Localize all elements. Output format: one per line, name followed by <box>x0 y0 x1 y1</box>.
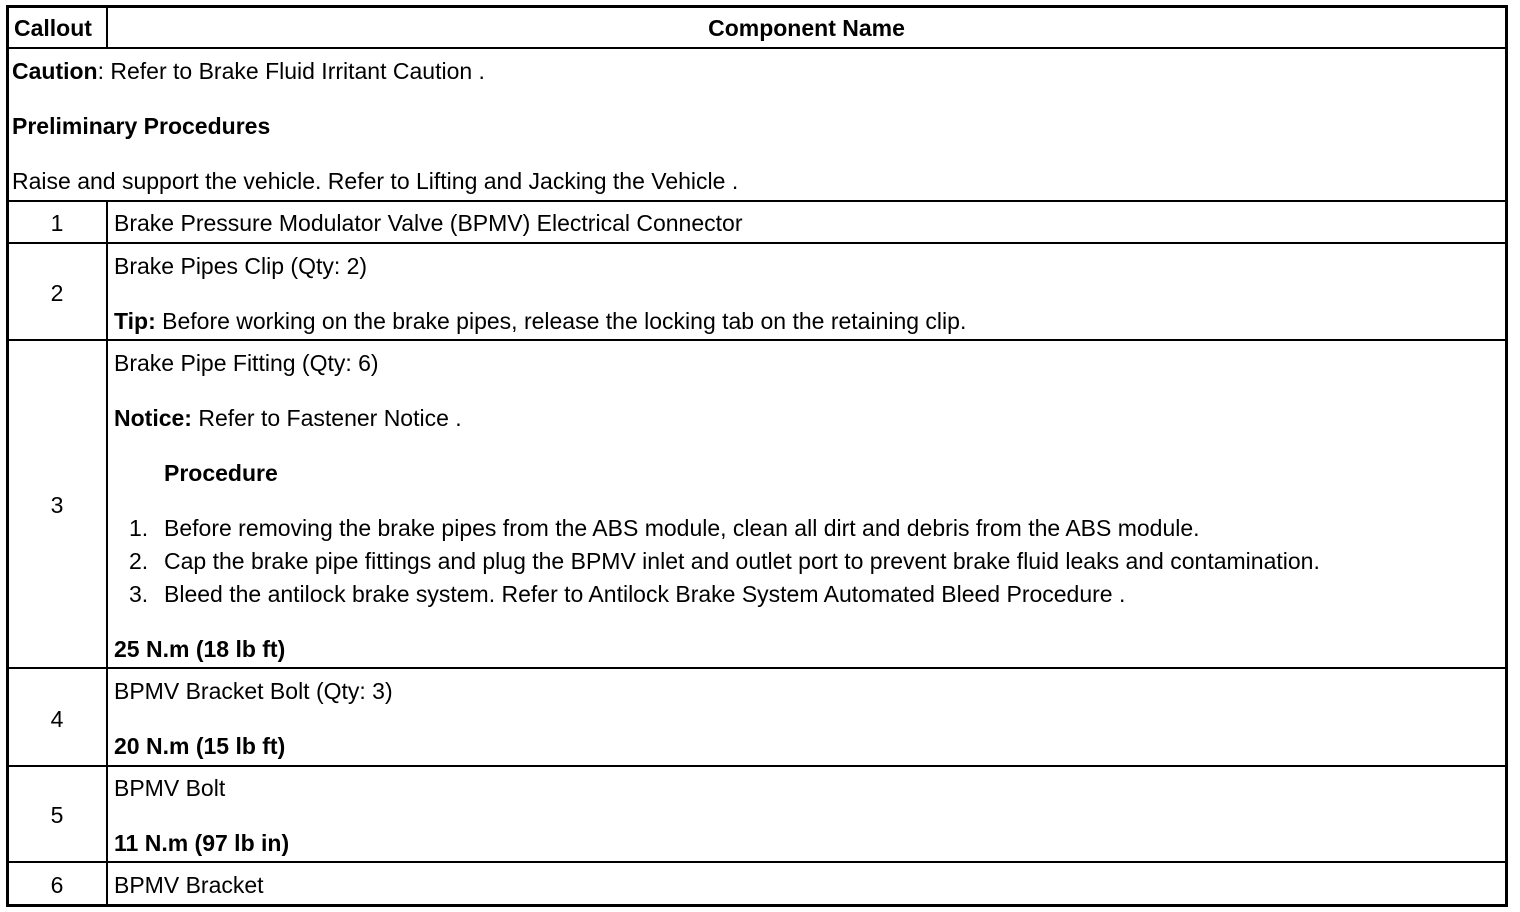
column-divider <box>106 200 108 907</box>
tip-text: Before working on the brake pipes, release the locking tab on the retaining clip. <box>155 308 967 334</box>
row-1-name: Brake Pressure Modulator Valve (BPMV) Electrical Connector <box>114 210 743 236</box>
row-3-notice <box>114 405 462 431</box>
preliminary-text: Raise and support the vehicle. Refer to Lifting and Jacking the Vehicle . <box>12 168 739 194</box>
preliminary-title: Preliminary Procedures <box>12 113 271 139</box>
procedure-title: Procedure <box>164 460 278 486</box>
procedure-step-num: 2. <box>129 548 149 574</box>
caution-label: Caution <box>12 58 98 84</box>
row-4-name: BPMV Bracket Bolt (Qty: 3) <box>114 678 393 704</box>
caution-text: : Refer to Brake Fluid Irritant Caution . <box>97 58 485 84</box>
row-divider <box>6 242 1508 244</box>
row-4-torque: 20 N.m (15 lb ft) <box>114 733 286 759</box>
notice-label: Notice: <box>114 405 192 431</box>
row-4-callout: 4 <box>50 706 64 732</box>
procedure-step-text: Cap the brake pipe fittings and plug the BPMV inlet and outlet port to prevent brake fluid leaks and contamination. <box>164 548 1320 574</box>
row-6-callout: 6 <box>50 872 64 898</box>
row-3-callout: 3 <box>50 492 64 518</box>
row-divider <box>6 667 1508 669</box>
header-divider <box>6 47 1508 49</box>
caution-line <box>12 58 485 84</box>
row-5-torque: 11 N.m (97 lb in) <box>114 830 290 856</box>
row-divider <box>6 200 1508 202</box>
procedure-step-text: Bleed the antilock brake system. Refer to Antilock Brake System Automated Bleed Procedure . <box>164 581 1126 607</box>
procedure-step-text: Before removing the brake pipes from the ABS module, clean all dirt and debris from the ABS module. <box>164 515 1200 541</box>
row-divider <box>6 339 1508 341</box>
row-1-callout: 1 <box>50 210 64 236</box>
notice-text: Refer to Fastener Notice . <box>191 405 462 431</box>
tip-label: Tip: <box>114 308 156 334</box>
row-divider <box>6 861 1508 863</box>
row-5-callout: 5 <box>50 802 64 828</box>
row-2-callout: 2 <box>50 280 64 306</box>
row-divider <box>6 765 1508 767</box>
row-3-name: Brake Pipe Fitting (Qty: 6) <box>114 350 379 376</box>
row-2-name: Brake Pipes Clip (Qty: 2) <box>114 253 368 279</box>
procedure-step-num: 1. <box>129 515 149 541</box>
component-table <box>6 5 1508 907</box>
row-5-name: BPMV Bolt <box>114 775 226 801</box>
row-2-tip <box>114 308 966 334</box>
row-3-torque: 25 N.m (18 lb ft) <box>114 636 286 662</box>
procedure-step-num: 3. <box>129 581 149 607</box>
row-6-name: BPMV Bracket <box>114 872 264 898</box>
header-component-name: Component Name <box>708 15 905 41</box>
header-callout: Callout <box>14 15 92 41</box>
